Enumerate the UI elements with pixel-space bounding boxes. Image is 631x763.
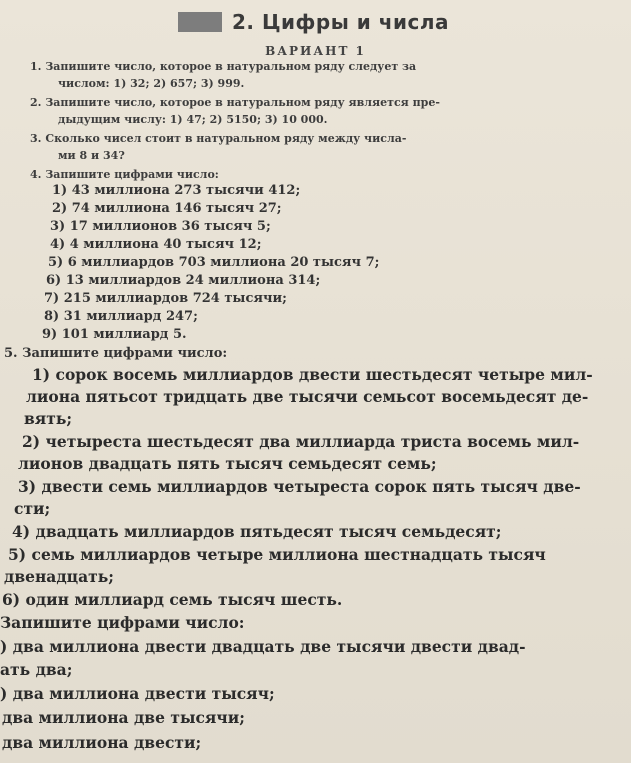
section-title: 2. Цифры и числа	[232, 10, 449, 34]
text-line: 5) семь миллиардов четыре миллиона шестнадцать тысяч	[8, 545, 546, 564]
header-bar-decoration	[178, 12, 222, 32]
text-line: два миллиона две тысячи;	[2, 708, 245, 727]
text-line: числом: 1) 32; 2) 657; 3) 999.	[58, 77, 245, 90]
text-line: 1. Запишите число, которое в натуральном ряду следует за	[30, 60, 417, 73]
text-line: 2) четыреста шестьдесят два миллиарда триста восемь мил-	[22, 432, 580, 451]
text-line: лионов двадцать пять тысяч семьдесят семь;	[18, 454, 437, 473]
text-line: 9) 101 миллиард 5.	[42, 327, 187, 342]
text-line: вять;	[24, 409, 73, 428]
text-line: ми 8 и 34?	[58, 149, 125, 162]
text-line: 5. Запишите цифрами число:	[4, 346, 228, 361]
text-line: 5) 6 миллиардов 703 миллиона 20 тысяч 7;	[48, 255, 380, 270]
text-line: 1) 43 миллиона 273 тысячи 412;	[52, 183, 301, 198]
text-line: ) два миллиона двести тысяч;	[0, 684, 275, 703]
text-line: два миллиона двести;	[2, 733, 202, 752]
text-line: Запишите цифрами число:	[0, 613, 245, 632]
text-line: 2) 74 миллиона 146 тысяч 27;	[52, 201, 282, 216]
text-line: 1) сорок восемь миллиардов двести шестьдесят четыре мил-	[32, 365, 593, 384]
text-line: двенадцать;	[4, 567, 115, 586]
text-line: 3) двести семь миллиардов четыреста сорок пять тысяч две-	[18, 477, 581, 496]
text-line: 3. Сколько чисел стоит в натуральном ряду между числа-	[30, 132, 407, 145]
text-line: ) два миллиона двести двадцать две тысячи двести двад-	[0, 637, 526, 656]
text-line: 4) 4 миллиона 40 тысяч 12;	[50, 237, 262, 252]
text-line: ать два;	[0, 660, 73, 679]
text-line: сти;	[14, 499, 51, 518]
text-line: 2. Запишите число, которое в натуральном ряду является пре-	[30, 96, 440, 109]
section-header	[178, 10, 449, 34]
text-line: 7) 215 миллиардов 724 тысячи;	[44, 291, 287, 306]
text-line: 4) двадцать миллиардов пятьдесят тысяч семьдесят;	[12, 522, 502, 541]
text-line: дыдущим числу: 1) 47; 2) 5150; 3) 10 000.	[58, 113, 328, 126]
text-line: 6) один миллиард семь тысяч шесть.	[2, 590, 343, 609]
text-line: лиона пятьсот тридцать две тысячи семьсот восемьдесят де-	[26, 387, 589, 406]
text-line: 3) 17 миллионов 36 тысяч 5;	[50, 219, 271, 234]
variant-title: ВАРИАНТ 1	[265, 44, 366, 58]
text-line: 6) 13 миллиардов 24 миллиона 314;	[46, 273, 321, 288]
text-line: 4. Запишите цифрами число:	[30, 168, 219, 181]
text-line: 8) 31 миллиард 247;	[44, 309, 198, 324]
